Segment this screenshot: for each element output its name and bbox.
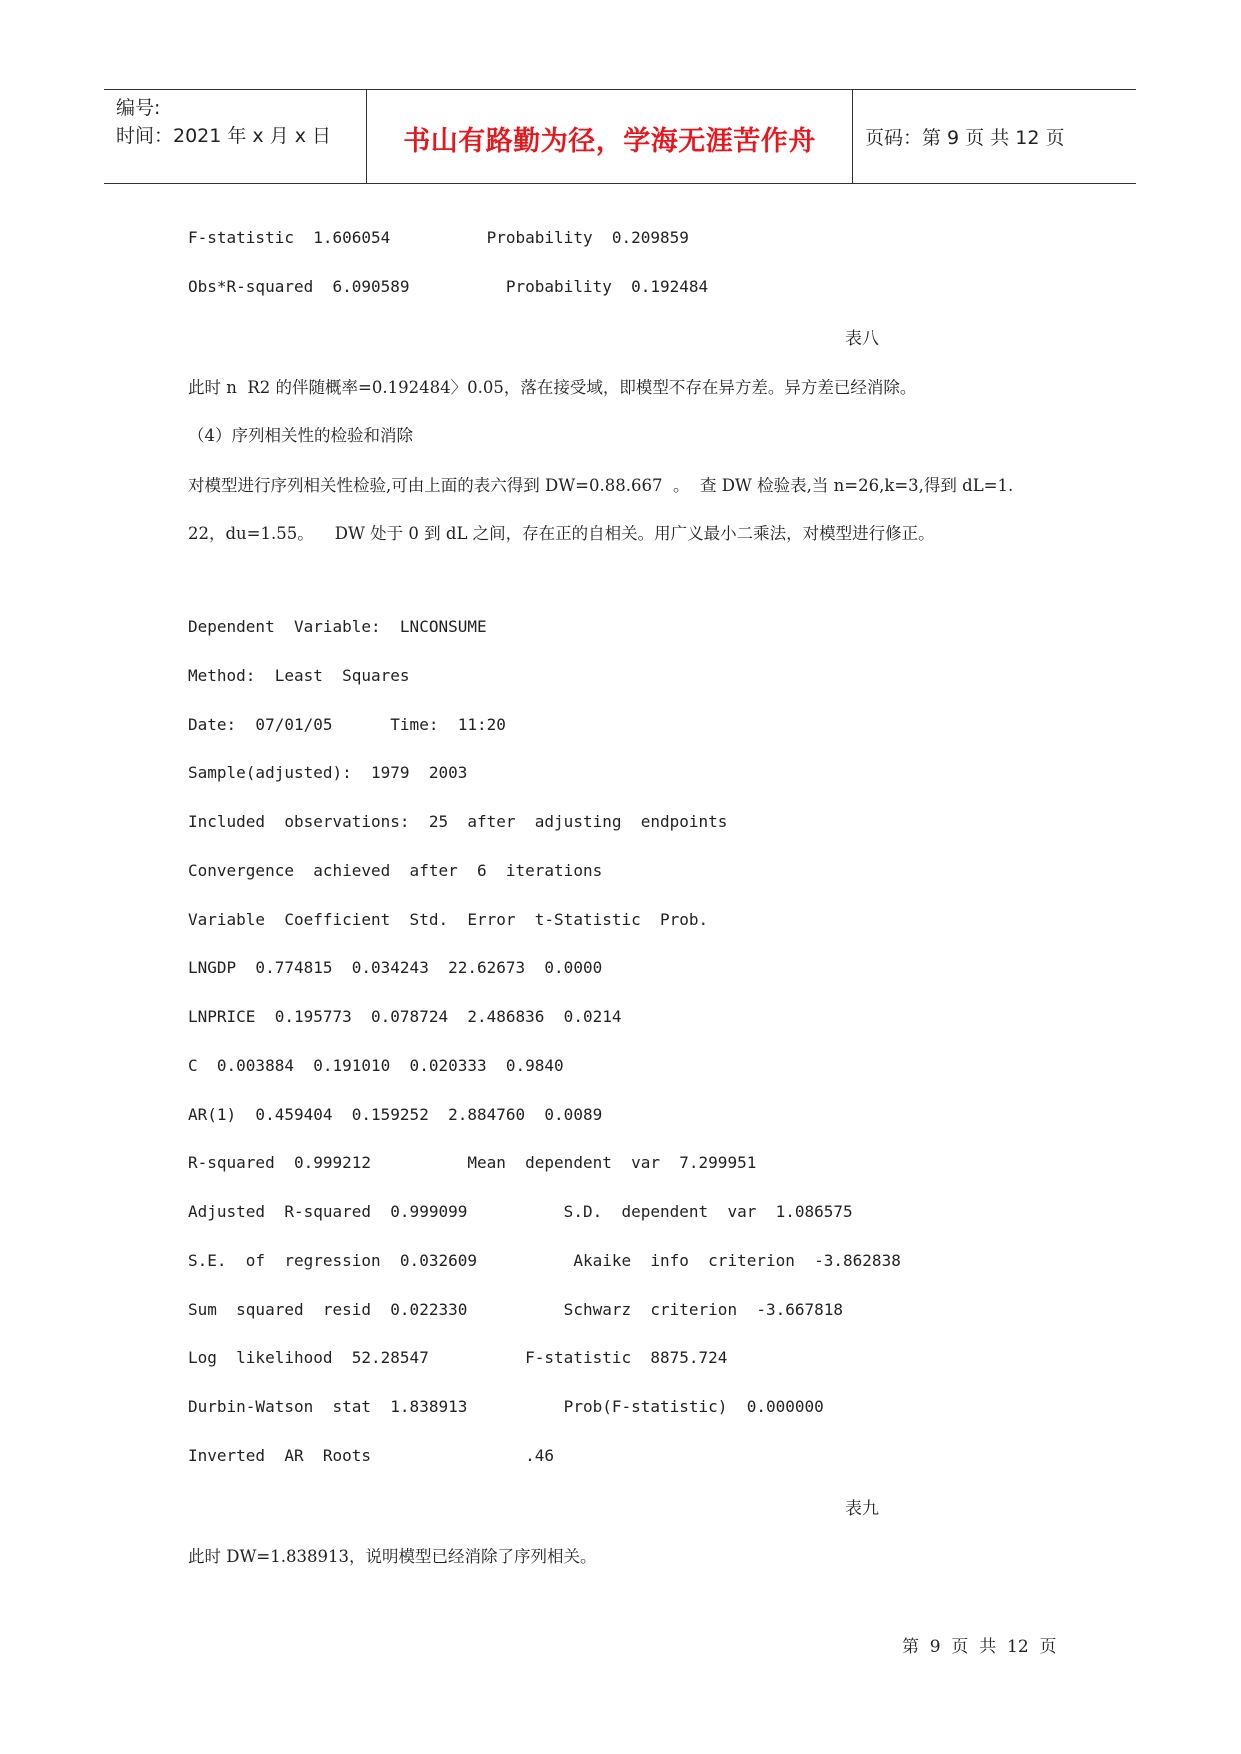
serial-label: 编号: [116, 97, 161, 119]
header-right-cell [853, 90, 1136, 183]
durbin-watson-line: Durbin-Watson stat 1.838913 Prob(F-statistic) 0.000000 [188, 1397, 824, 1416]
paragraph-conclusion: 此时 DW=1.838913，说明模型已经消除了序列相关。 [188, 1547, 597, 1566]
f-statistic-line: F-statistic 1.606054 Probability 0.209859 [188, 228, 689, 247]
row-lnprice: LNPRICE 0.195773 0.078724 2.486836 0.0214 [188, 1007, 622, 1026]
row-lngdp: LNGDP 0.774815 0.034243 22.62673 0.0000 [188, 958, 603, 977]
method-line: Method: Least Squares [188, 666, 410, 685]
obs-r-squared-line: Obs*R-squared 6.090589 Probability 0.192484 [188, 277, 709, 296]
r-squared-line: R-squared 0.999212 Mean dependent var 7.299951 [188, 1153, 757, 1172]
sample-line: Sample(adjusted): 1979 2003 [188, 763, 468, 782]
se-regression-line: S.E. of regression 0.032609 Akaike info criterion -3.862838 [188, 1251, 901, 1270]
motto-text: 书山有路勤为径，学海无涯苦作舟 [403, 126, 816, 157]
paragraph-dw-test-1: 对模型进行序列相关性检验,可由上面的表六得到 DW=0.88.667 。 查 DW 检验表,当 n=26,k=3,得到 dL=1. [188, 476, 1014, 495]
row-c: C 0.003884 0.191010 0.020333 0.9840 [188, 1056, 564, 1075]
date-time-line: Date: 07/01/05 Time: 11:20 [188, 715, 506, 734]
sum-squared-resid-line: Sum squared resid 0.022330 Schwarz criterion -3.667818 [188, 1300, 844, 1319]
inverted-ar-roots-line: Inverted AR Roots .46 [188, 1446, 555, 1465]
header-page-code: 页码：第 9 页 共 12 页 [865, 127, 1065, 149]
variable-header-line: Variable Coefficient Std. Error t-Statistic Prob. [188, 910, 709, 929]
convergence-line: Convergence achieved after 6 iterations [188, 861, 603, 880]
table-caption-8: 表八 [845, 329, 879, 349]
table-caption-9: 表九 [845, 1499, 879, 1519]
page-footer: 第 9 页 共 12 页 [902, 1637, 1057, 1657]
header-motto-cell [367, 90, 853, 183]
time-label: 时间：2021 年 x 月 x 日 [116, 125, 332, 147]
section-heading-4: （4）序列相关性的检验和消除 [188, 426, 413, 445]
adjusted-r-squared-line: Adjusted R-squared 0.999099 S.D. dependent var 1.086575 [188, 1202, 853, 1221]
row-ar1: AR(1) 0.459404 0.159252 2.884760 0.0089 [188, 1105, 603, 1124]
dependent-variable-line: Dependent Variable: LNCONSUME [188, 617, 487, 636]
log-likelihood-line: Log likelihood 52.28547 F-statistic 8875.724 [188, 1348, 728, 1367]
page-header [104, 89, 1136, 184]
paragraph-dw-test-2: 22，du=1.55。 DW 处于 0 到 dL 之间，存在正的自相关。用广义最小二乘法，对模型进行修正。 [188, 524, 935, 543]
paragraph-heteroskedasticity: 此时 n R2 的伴随概率=0.192484〉0.05，落在接受域，即模型不存在异方差。异方差已经消除。 [188, 378, 917, 397]
header-left-cell [104, 90, 367, 183]
included-observations-line: Included observations: 25 after adjusting endpoints [188, 812, 728, 831]
